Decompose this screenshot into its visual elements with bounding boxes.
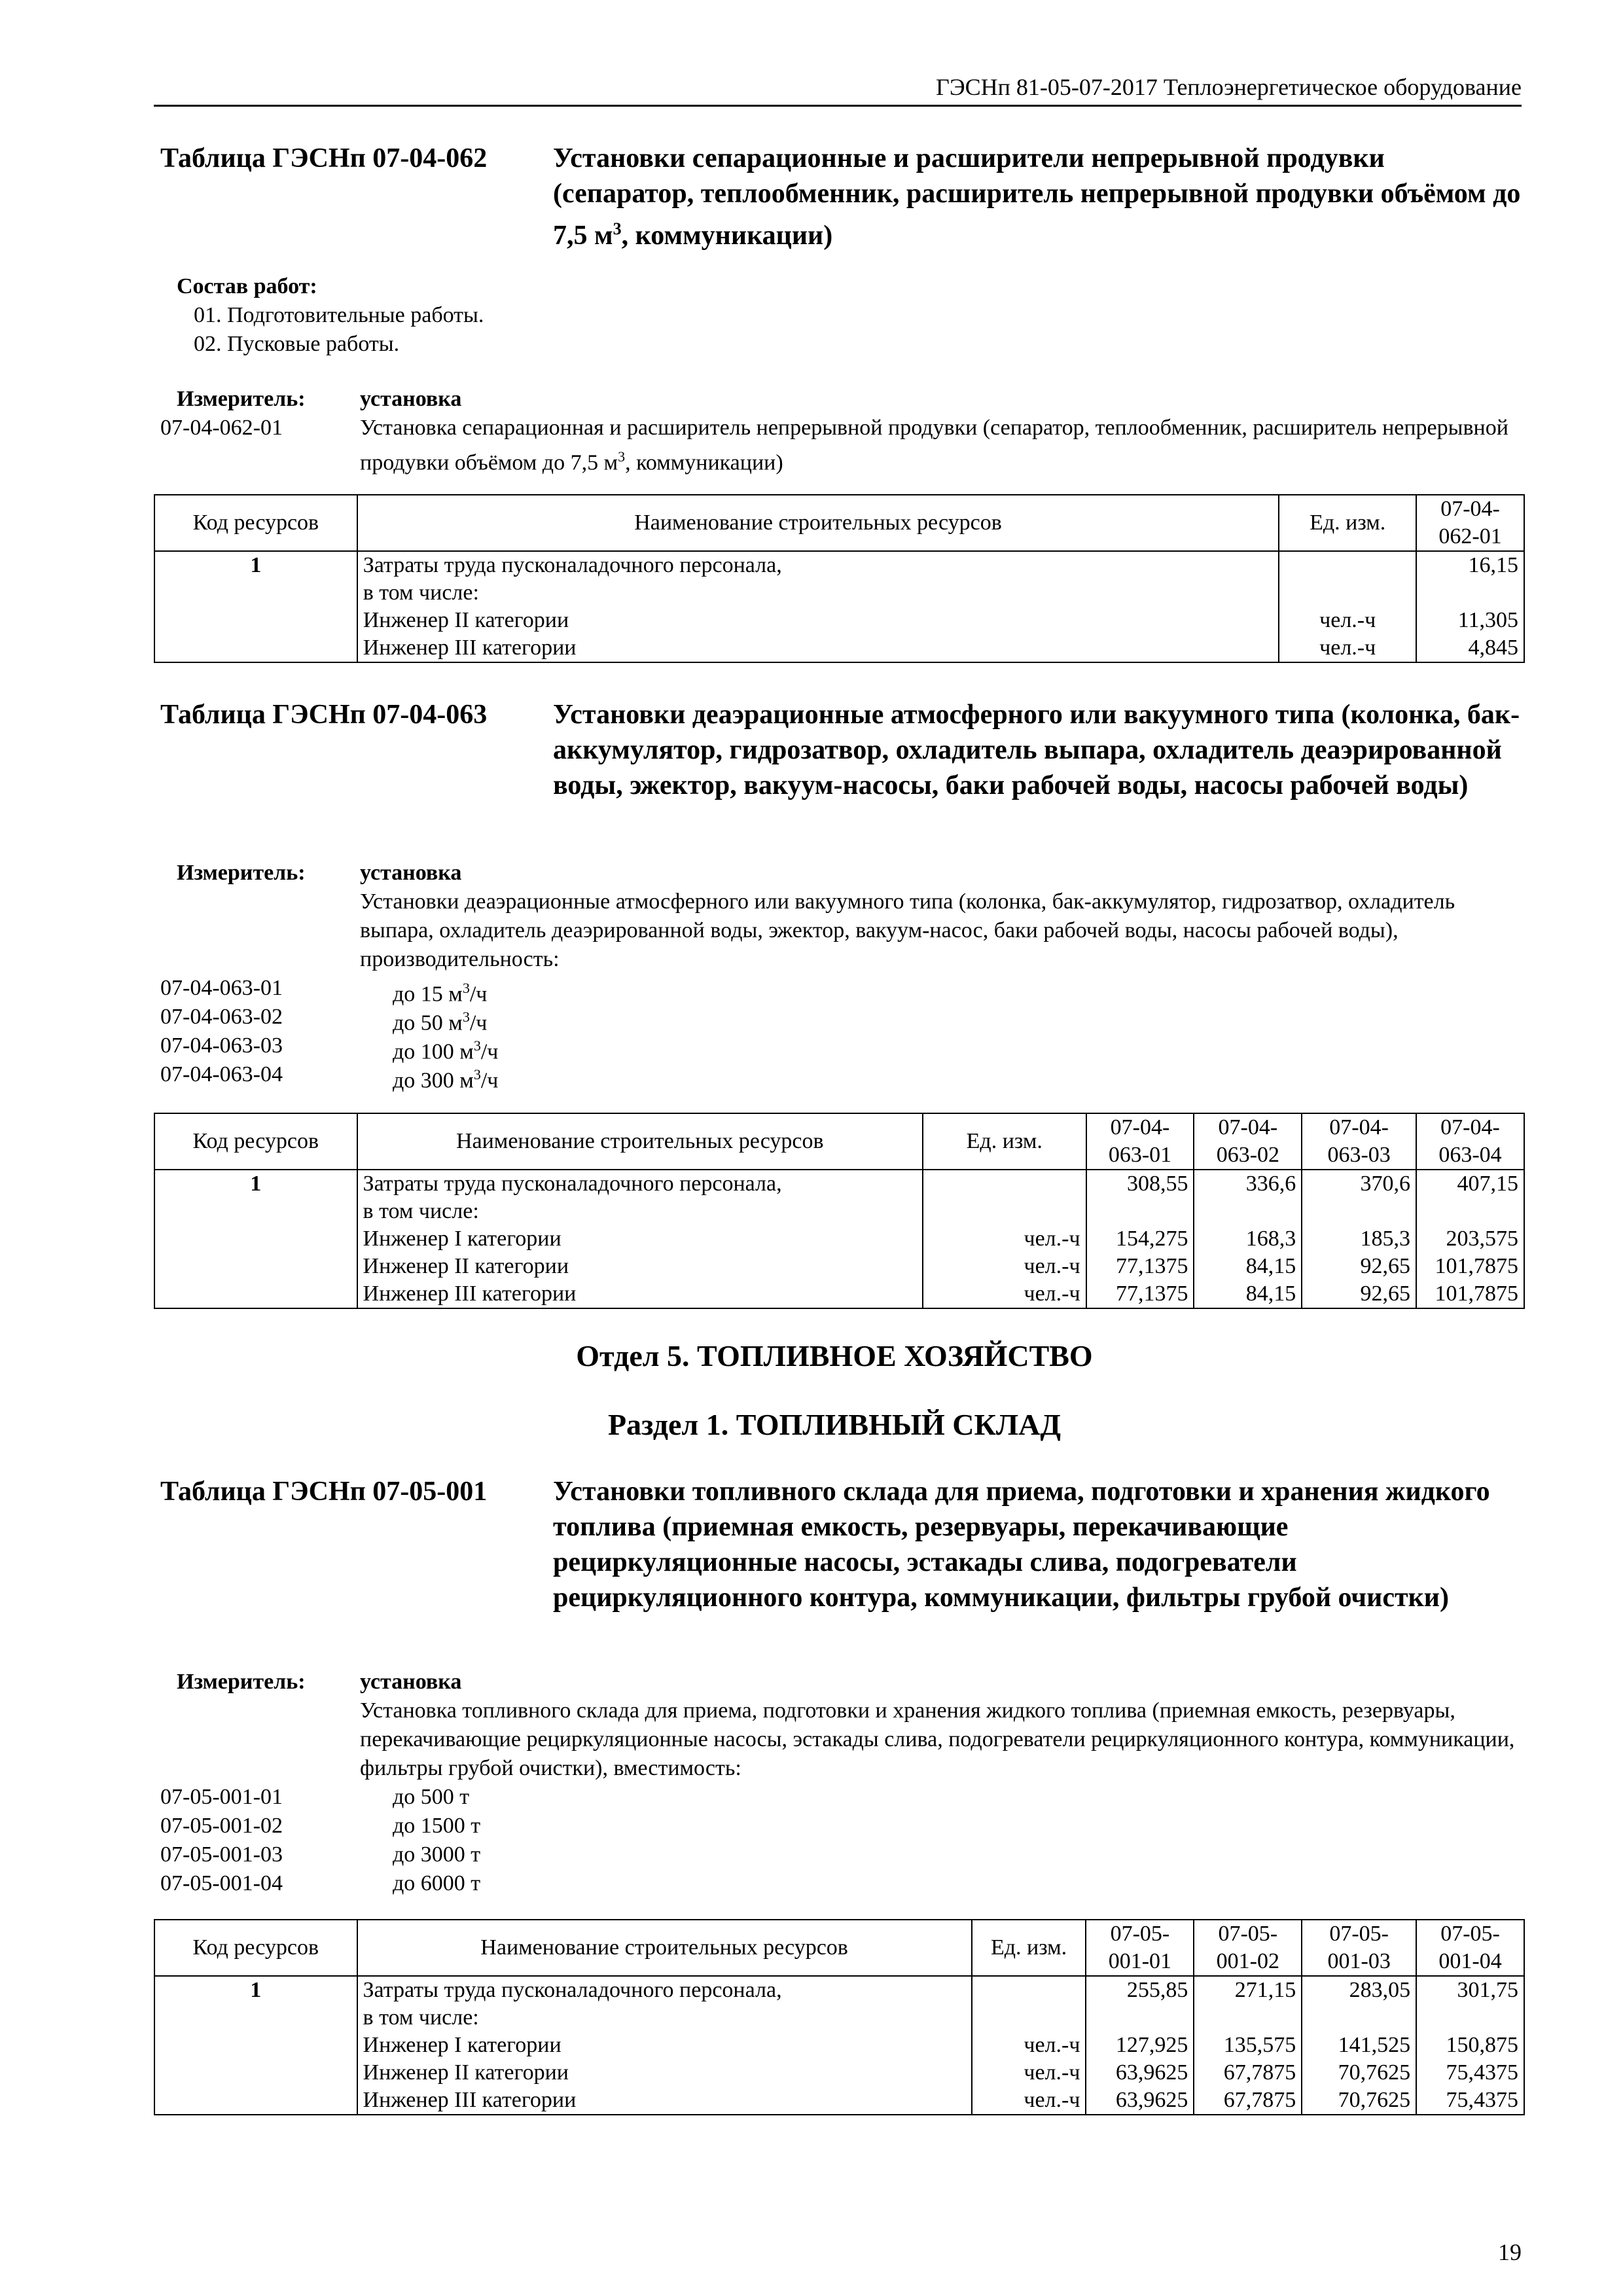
col-header-norm: 07-05- 001-04 — [1416, 1920, 1524, 1976]
norm-description: Установка сепарационная и расширитель непрерывной продувки (сепаратор, теплообменник, расширитель непрерывной продувки объёмом до 7,5 $м^3$, коммуникации) — [360, 416, 1508, 475]
table-number: Таблица ГЭСНп 07-05-001 — [160, 1477, 488, 1507]
col-header-unit: Ед. изм. — [972, 1920, 1086, 1976]
col-header-norm: 07-04- 063-04 — [1416, 1113, 1524, 1170]
resource-names: Затраты труда пусконаладочного персонала, в том числе: Инженер I категории Инженер II категории Инженер III категории — [357, 1170, 923, 1308]
table-row — [154, 551, 1524, 662]
measurer-unit: установка — [360, 1670, 462, 1694]
col-header-norm: 07-04- 063-03 — [1302, 1113, 1416, 1170]
col-header-norm: 07-05- 001-02 — [1194, 1920, 1302, 1976]
measurer-unit: установка — [360, 861, 462, 885]
resource-table-07-04-062 — [154, 494, 1525, 663]
work-item: 02. Пусковые работы. — [194, 332, 400, 356]
resource-names: Затраты труда пусконаладочного персонала, в том числе: Инженер II категории Инженер III категории — [357, 551, 1279, 662]
table-row — [154, 1170, 1524, 1308]
col-header-unit: Ед. изм. — [923, 1113, 1086, 1170]
col-header-norm: 07-05- 001-01 — [1086, 1920, 1194, 1976]
resource-code: 1 — [154, 551, 357, 662]
measurer-label: Измеритель: — [177, 387, 306, 411]
resource-code: 1 — [154, 1170, 357, 1308]
resource-units: чел.-ч чел.-ч — [1279, 551, 1416, 662]
resource-values: 271,15 135,575 67,7875 67,7875 — [1194, 1976, 1302, 2115]
norm-description: Установка топливного склада для приема, подготовки и хранения жидкого топлива (приемная емкость, резервуары, перекачивающие рециркуляционные насосы, эстакады слива, подогреватели рециркуляционного контура, коммуникации, фильтры грубой очистки), вместимость: — [360, 1698, 1515, 1780]
resource-values: 336,6 168,3 84,15 84,15 — [1194, 1170, 1302, 1308]
page-number: 19 — [1498, 2239, 1522, 2265]
col-header-norm: 07-05- 001-03 — [1302, 1920, 1416, 1976]
col-header-name: Наименование строительных ресурсов — [357, 495, 1279, 551]
measurer-label: Измеритель: — [177, 861, 306, 885]
norm-description: Установки деаэрационные атмосферного или вакуумного типа (колонка, бак-аккумулятор, гидрозатвор, охладитель выпара, охладитель деаэрированной воды, эжектор, вакуум-насос, баки рабочей воды, насосы рабочей воды), производительность: — [360, 889, 1455, 971]
col-header-norm: 07-04- 062-01 — [1416, 495, 1524, 551]
resource-table-07-05-001 — [154, 1919, 1525, 2115]
col-header-norm: 07-04- 063-01 — [1086, 1113, 1194, 1170]
department-title: Отдел 5. ТОПЛИВНОЕ ХОЗЯЙСТВО — [576, 1339, 1093, 1372]
work-item: 01. Подготовительные работы. — [194, 303, 484, 327]
section-title: Раздел 1. ТОПЛИВНЫЙ СКЛАД — [607, 1408, 1061, 1441]
resource-values: 301,75 150,875 75,4375 75,4375 — [1416, 1976, 1524, 2115]
col-header-unit: Ед. изм. — [1279, 495, 1416, 551]
running-header: ГЭСНп 81-05-07-2017 Теплоэнергетическое оборудование — [154, 73, 1522, 107]
col-header-code: Код ресурсов — [154, 1920, 357, 1976]
resource-values: 255,85 127,925 63,9625 63,9625 — [1086, 1976, 1194, 2115]
col-header-norm: 07-04- 063-02 — [1194, 1113, 1302, 1170]
resource-values: 370,6 185,3 92,65 92,65 — [1302, 1170, 1416, 1308]
table-number: Таблица ГЭСНп 07-04-062 — [160, 143, 488, 173]
col-header-name: Наименование строительных ресурсов — [357, 1920, 972, 1976]
resource-names: Затраты труда пусконаладочного персонала, в том числе: Инженер I категории Инженер II категории Инженер III категории — [357, 1976, 972, 2115]
table-title: Установки сепарационные и расширители непрерывной продувки (сепаратор, теплообменник, расширитель непрерывной продувки объёмом до 7,5 $м^3$, коммуникации) — [553, 143, 1521, 251]
table-row — [154, 1976, 1524, 2115]
work-composition — [177, 272, 484, 359]
col-header-code: Код ресурсов — [154, 1113, 357, 1170]
col-header-code: Код ресурсов — [154, 495, 357, 551]
resource-values: 407,15 203,575 101,7875 101,7875 — [1416, 1170, 1524, 1308]
col-header-name: Наименование строительных ресурсов — [357, 1113, 923, 1170]
resource-units: чел.-ч чел.-ч чел.-ч — [972, 1976, 1086, 2115]
resource-values: 308,55 154,275 77,1375 77,1375 — [1086, 1170, 1194, 1308]
resource-values: 283,05 141,525 70,7625 70,7625 — [1302, 1976, 1416, 2115]
table-title: Установки топливного склада для приема, подготовки и хранения жидкого топлива (приемная емкость, резервуары, перекачивающие рециркуляционные насосы, эстакады слива, подогреватели рециркуляционного контура, коммуникации, фильтры грубой очистки) — [553, 1477, 1490, 1613]
table-number: Таблица ГЭСНп 07-04-063 — [160, 700, 488, 730]
work-composition-label: Состав работ: — [177, 274, 317, 298]
resource-units: чел.-ч чел.-ч чел.-ч — [923, 1170, 1086, 1308]
resource-values: 16,15 11,305 4,845 — [1416, 551, 1524, 662]
resource-table-07-04-063 — [154, 1113, 1525, 1309]
table-title: Установки деаэрационные атмосферного или вакуумного типа (колонка, бак-аккумулятор, гидрозатвор, охладитель выпара, охладитель деаэрированной воды, эжектор, вакуум-насосы, баки рабочей воды, насосы рабочей воды) — [553, 700, 1520, 800]
measurer-label: Измеритель: — [177, 1670, 306, 1694]
document-page: ГЭСНп 81-05-07-2017 Теплоэнергетическое оборудование Таблица ГЭСНп 07-04-062 Установки сепарационные и расширители непрерывной продувки (сепаратор, теплообменник, расширитель непрерывной продувки объёмом до 7,5 $м^3$, коммуникации) Состав работ: 01. Подготовительные работы. 02. Пусковые работы. Измеритель: установка 07-04-062-01 Установка сепарационная и расширитель непрерывной продувки (сепаратор, теплообменник, расширитель непрерывной продувки объёмом до 7,5 $м^3$, коммуникации) Код ресурсов Наименование строительных ресурсов Ед. изм. 07-04- 062-01 1 Затраты труда пусконаладочного персонала, в том числе: Инженер II категории Инженер III категории чел.-ч чел.-ч 16,15 11,305 4,845 Таблица ГЭСНп 07-04-063 Установки деаэрационные атмосферного или вакуумного типа (колонка, бак-аккумулятор, гидрозатвор, охладитель выпара, охладитель деаэрированной воды, эжектор, вакуум-насосы, баки рабочей воды, насосы рабочей воды) Измеритель: установка Установки деаэрационные атмосферного или вакуумного типа (колонка, бак-аккумулятор, гидрозатвор, охладитель выпара, охладитель деаэрированной воды, эжектор, вакуум-насос, баки рабочей воды, насосы рабочей воды), производительность: 07-04-063-01 до 15 $м^3/ч$ 07-04-063-02 до 50 $м^3/ч$ 07-04-063-03 до 100 $м^3/ч$ 07-04-063-04 до 300 $м^3/ч$ Код ресурсов Наименование строительных ресурсов Ед. изм. 07-04- 063-01 07-04- 063-02 07-04- 063-03 07-04- 063-04 1 Затраты труда пусконаладочного персонала, в том числе: Инженер I категории Инженер II категории Инженер III категории чел.-ч чел.-ч чел.-ч 308,55 154,275 77,1375 77,1375 336,6 168,3 84,15 84,15 370,6 185,3 92,65 92,65 407,15 203,575 101,7875 101,7875 Отдел 5. ТОПЛИВНОЕ ХОЗЯЙСТВО Раздел 1. ТОПЛИВНЫЙ СКЛАД Таблица ГЭСНп 07-05-001 Установки топливного склада для приема, подготовки и хранения жидкого топлива (приемная емкость, резервуары, перекачивающие рециркуляционные насосы, эстакады слива, подогреватели рециркуляционного контура, коммуникации, фильтры грубой очистки) Измеритель: установка Установка топливного склада для приема, подготовки и хранения жидкого топлива (приемная емкость, резервуары, перекачивающие рециркуляционные насосы, эстакады слива, подогреватели рециркуляционного контура, коммуникации, фильтры грубой очистки), вместимость: 07-05-001-01 до 500 т 07-05-001-02 до 1500 т 07-05-001-03 до 3000 т 07-05-001-04 до 6000 т Код ресурсов Наименование строительных ресурсов Ед. изм. 07-05- 001-01 07-05- 001-02 07-05- 001-03 07-05- 001-04 1 Затраты труда пусконаладочного персонала, в том числе: Инженер I категории Инженер II категории Инженер III категории чел.-ч чел.-ч чел.-ч 255,85 127,925 63,9625 63,9625 271,15 135,575 67,7875 67,7875 283,05 141,525 70,7625 70,7625 301,75 150,875 75,4375 75,4375 19 — [0, 0, 1623, 2296]
resource-code: 1 — [154, 1976, 357, 2115]
measurer-unit: установка — [360, 387, 462, 411]
